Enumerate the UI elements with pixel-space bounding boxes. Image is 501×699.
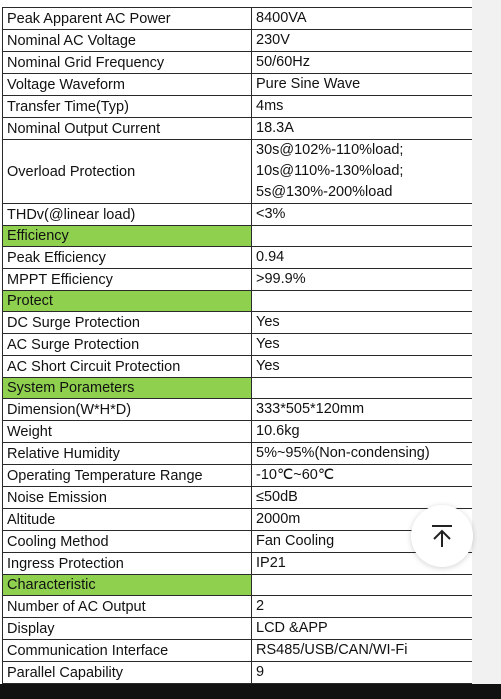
spec-value-line: RS485/USB/CAN/WI-Fi: [256, 642, 408, 658]
spec-value: [252, 8, 473, 30]
scroll-to-top-button[interactable]: [411, 505, 473, 567]
section-header-row: [3, 291, 473, 312]
spec-value: [252, 662, 473, 684]
spec-row: [3, 421, 473, 443]
spec-value: [252, 356, 473, 378]
spec-label: Ingress Protection: [3, 553, 252, 575]
section-title: Protect: [3, 291, 252, 312]
spec-value: [252, 596, 473, 618]
section-empty-cell: [252, 378, 473, 399]
spec-value-line: >99.9%: [256, 271, 306, 287]
spec-label: DC Surge Protection: [3, 312, 252, 334]
spec-table-body: [3, 8, 473, 684]
spec-value-line: 230V: [256, 32, 290, 48]
spec-value-line: 50/60Hz: [256, 54, 311, 70]
spec-row: [3, 618, 473, 640]
spec-value: [252, 465, 473, 487]
spec-label: THDv(@linear load): [3, 204, 252, 226]
spec-row: [3, 509, 473, 531]
spec-row: [3, 465, 473, 487]
spec-value-line: 2: [256, 598, 265, 614]
spec-value: [252, 74, 473, 96]
spec-row: [3, 96, 473, 118]
spec-label: Altitude: [3, 509, 252, 531]
spec-label: Number of AC Output: [3, 596, 252, 618]
spec-row: [3, 8, 473, 30]
spec-row: [3, 356, 473, 378]
spec-value: [252, 30, 473, 52]
spec-label: MPPT Efficiency: [3, 269, 252, 291]
spec-value: [252, 334, 473, 356]
section-empty-cell: [252, 291, 473, 312]
spec-value: [252, 140, 473, 204]
section-header-row: [3, 575, 473, 596]
spec-table: [2, 7, 473, 684]
spec-label: Cooling Method: [3, 531, 252, 553]
section-empty-cell: [252, 575, 473, 596]
spec-value-line: 10s@110%-130%load;: [256, 163, 404, 179]
spec-value: [252, 399, 473, 421]
spec-value-line: 4ms: [256, 98, 284, 114]
spec-row: [3, 334, 473, 356]
spec-value-line: 5%~95%(Non-condensing): [256, 445, 430, 461]
section-title: System Porameters: [3, 378, 252, 399]
spec-label: Dimension(W*H*D): [3, 399, 252, 421]
spec-row: [3, 52, 473, 74]
spec-row: [3, 140, 473, 204]
spec-value-line: IP21: [256, 555, 286, 571]
spec-value-line: Pure Sine Wave: [256, 76, 361, 92]
spec-row: [3, 247, 473, 269]
spec-row: [3, 596, 473, 618]
spec-label: Peak Apparent AC Power: [3, 8, 252, 30]
spec-value-line: <3%: [256, 206, 286, 222]
scroll-to-top-icon: [429, 523, 455, 549]
spec-label: Operating Temperature Range: [3, 465, 252, 487]
spec-value-line: Yes: [256, 314, 280, 330]
spec-row: [3, 443, 473, 465]
spec-value: [252, 312, 473, 334]
spec-value-line: ≤50dB: [256, 489, 298, 505]
spec-label: Weight: [3, 421, 252, 443]
spec-row: [3, 269, 473, 291]
section-header-row: [3, 378, 473, 399]
spec-value: [252, 640, 473, 662]
spec-label: Nominal AC Voltage: [3, 30, 252, 52]
spec-label: Nominal Output Current: [3, 118, 252, 140]
spec-label: Peak Efficiency: [3, 247, 252, 269]
section-title: Efficiency: [3, 226, 252, 247]
spec-value-line: Yes: [256, 358, 280, 374]
spec-row: [3, 312, 473, 334]
spec-row: [3, 487, 473, 509]
spec-value: [252, 52, 473, 74]
section-header-row: [3, 226, 473, 247]
spec-label: Nominal Grid Frequency: [3, 52, 252, 74]
spec-value-line: 10.6kg: [256, 423, 300, 439]
spec-value-line: Fan Cooling: [256, 533, 335, 549]
spec-label: Voltage Waveform: [3, 74, 252, 96]
spec-value: [252, 247, 473, 269]
spec-row: [3, 204, 473, 226]
spec-value-line: -10℃~60℃: [256, 467, 335, 483]
spec-row: [3, 30, 473, 52]
spec-label: Noise Emission: [3, 487, 252, 509]
spec-value-line: 5s@130%-200%load: [256, 184, 393, 200]
spec-label: Overload Protection: [3, 140, 252, 204]
spec-value-line: 30s@102%-110%load;: [256, 142, 404, 158]
spec-row: [3, 662, 473, 684]
spec-row: [3, 640, 473, 662]
spec-value: [252, 204, 473, 226]
spec-label: AC Short Circuit Protection: [3, 356, 252, 378]
spec-value: [252, 96, 473, 118]
spec-value-line: 333*505*120mm: [256, 401, 365, 417]
spec-label: Communication Interface: [3, 640, 252, 662]
spec-label: AC Surge Protection: [3, 334, 252, 356]
spec-label: Parallel Capability: [3, 662, 252, 684]
spec-label: Transfer Time(Typ): [3, 96, 252, 118]
spec-value: [252, 443, 473, 465]
section-empty-cell: [252, 226, 473, 247]
spec-row: [3, 553, 473, 575]
spec-row: [3, 118, 473, 140]
spec-row: [3, 74, 473, 96]
section-title: Characteristic: [3, 575, 252, 596]
spec-value-line: 18.3A: [256, 120, 294, 136]
spec-row: [3, 399, 473, 421]
spec-value-line: LCD &APP: [256, 620, 328, 636]
bottom-bar: [0, 684, 501, 699]
spec-value: [252, 118, 473, 140]
spec-label: Relative Humidity: [3, 443, 252, 465]
spec-value-line: Yes: [256, 336, 280, 352]
spec-row: [3, 531, 473, 553]
spec-value-line: 0.94: [256, 249, 285, 265]
spec-value-line: 8400VA: [256, 10, 307, 26]
spec-value: [252, 421, 473, 443]
spec-label: Display: [3, 618, 252, 640]
spec-value: [252, 618, 473, 640]
spec-value-line: 9: [256, 664, 265, 680]
page-margin-strip: [472, 0, 501, 699]
spec-value: [252, 269, 473, 291]
spec-value-line: 2000m: [256, 511, 301, 527]
